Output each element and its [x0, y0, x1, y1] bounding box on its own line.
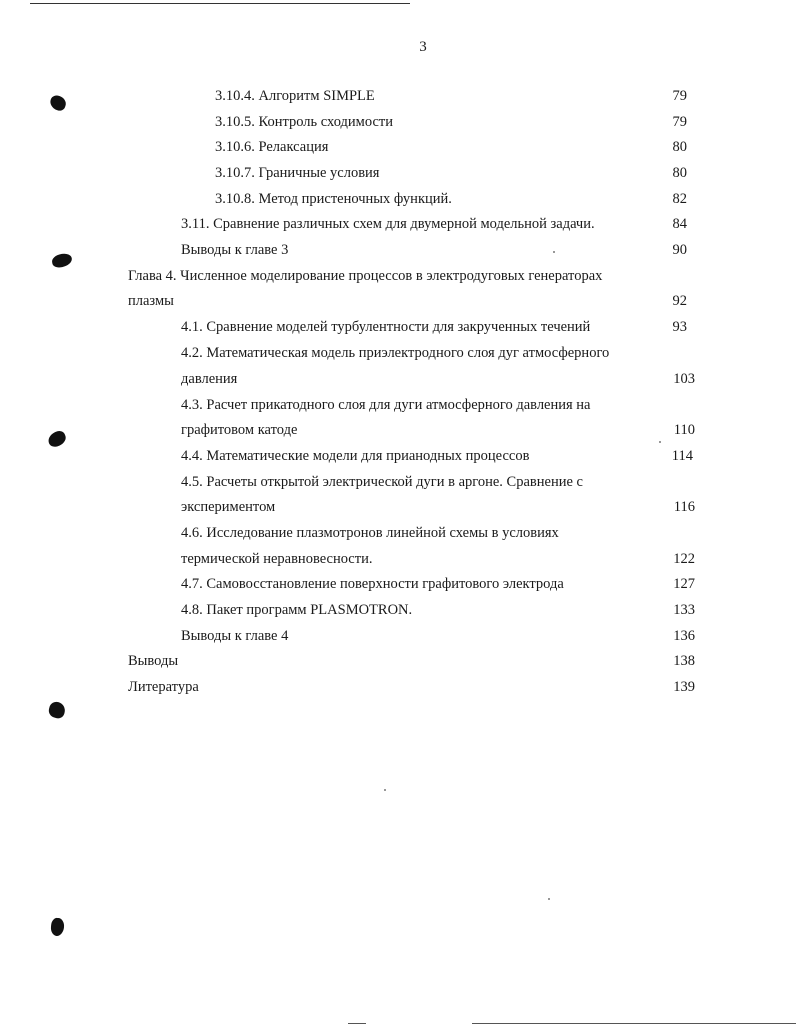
toc-entry-text-cont: термической неравновесности. — [181, 551, 373, 567]
toc-chapter-title: Глава 4. Численное моделирование процессов в электродуговых генераторах — [128, 268, 603, 284]
toc-entry-page: 82 — [672, 191, 687, 207]
toc-entry-page: 92 — [672, 293, 687, 309]
toc-entry-text-cont: давления — [181, 371, 238, 387]
toc-entry-text: 4.4. Математические модели для прианодных процессов — [181, 448, 530, 464]
toc-entry-text: 3.10.5. Контроль сходимости — [215, 114, 393, 130]
toc-entry-text: 4.5. Расчеты открытой электрической дуги в аргоне. Сравнение с — [181, 474, 583, 490]
toc-chapter-title-cont: плазмы — [128, 293, 174, 309]
toc-entry-text: 4.7. Самовосстановление поверхности графитового электрода — [181, 576, 564, 592]
toc-entry-page: 136 — [673, 628, 695, 644]
scan-hole-mark — [50, 917, 65, 936]
toc-entry-page: 139 — [673, 679, 695, 695]
toc-entry-page: 84 — [672, 216, 687, 232]
scan-speck — [553, 251, 555, 253]
toc-entry-text: 4.2. Математическая модель приэлектродного слоя дуг атмосферного — [181, 345, 610, 361]
toc-entry-text-cont: экспериментом — [181, 499, 276, 515]
toc-entry-text: 3.10.4. Алгоритм SIMPLE — [215, 88, 375, 104]
toc-entry-page: 133 — [673, 602, 695, 618]
toc-entry-page: 79 — [672, 88, 687, 104]
toc-entry-text: 3.10.7. Граничные условия — [215, 165, 380, 181]
scan-speck — [548, 898, 550, 900]
toc-entry-text-cont: графитовом катоде — [181, 422, 298, 438]
toc-entry-page: 122 — [673, 551, 695, 567]
toc-entry-page: 79 — [672, 114, 687, 130]
toc-entry-text: 3.10.8. Метод пристеночных функций. — [215, 191, 452, 207]
top-scan-line — [30, 3, 410, 4]
toc-entry-page: 127 — [673, 576, 695, 592]
page-number: 3 — [419, 39, 427, 55]
toc-entry-text: Выводы — [128, 653, 179, 669]
toc-entry-page: 138 — [673, 653, 695, 669]
toc-entry-text: 4.6. Исследование плазмотронов линейной схемы в условиях — [181, 525, 559, 541]
toc-entry-page: 116 — [673, 499, 695, 515]
toc-entry-text: Литература — [128, 679, 199, 695]
toc-entry-page: 110 — [673, 422, 695, 438]
toc-entry-page: 80 — [672, 139, 687, 155]
toc-entry-page: 114 — [671, 448, 693, 464]
toc-entry-text: 3.10.6. Релаксация — [215, 139, 329, 155]
bottom-scan-line — [348, 1023, 366, 1024]
toc-entry-text: 4.8. Пакет программ PLASMOTRON. — [181, 602, 413, 618]
toc-entry-page: 103 — [673, 371, 695, 387]
toc-entry-page: 93 — [672, 319, 687, 335]
scan-speck — [659, 441, 661, 443]
toc-entry-text: Выводы к главе 4 — [181, 628, 289, 644]
scan-hole-mark — [46, 429, 68, 449]
toc-entry-page: 80 — [672, 165, 687, 181]
toc-entry-text: Выводы к главе 3 — [181, 242, 289, 258]
scan-hole-mark — [47, 700, 67, 720]
scan-hole-mark — [48, 94, 68, 113]
bottom-scan-line — [472, 1023, 796, 1024]
toc-entry-text: 4.1. Сравнение моделей турбулентности для закрученных течений — [181, 319, 591, 335]
toc-entry-page: 90 — [672, 242, 687, 258]
scan-hole-mark — [51, 252, 73, 268]
scan-speck — [384, 789, 386, 791]
toc-entry-text: 3.11. Сравнение различных схем для двумерной модельной задачи. — [181, 216, 595, 232]
toc-entry-text: 4.3. Расчет прикатодного слоя для дуги атмосферного давления на — [181, 397, 591, 413]
